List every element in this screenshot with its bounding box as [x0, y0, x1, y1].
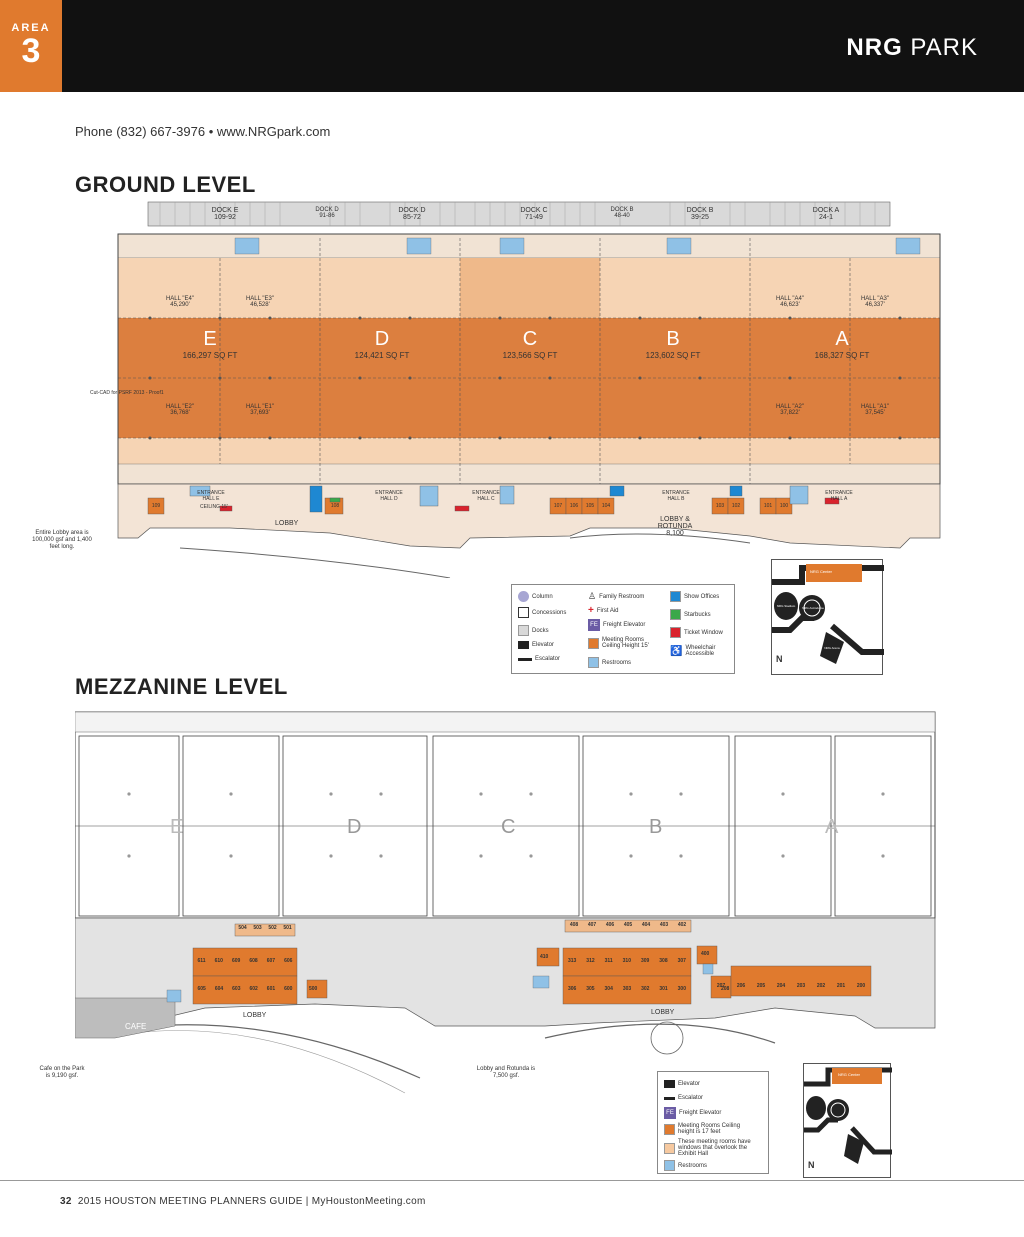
legend-wheelchair: ♿ Wheelchair Accessible: [670, 645, 716, 657]
entrance-a: ENTRANCE HALL A: [825, 490, 853, 502]
entrance-c: ENTRANCE HALL C: [472, 490, 500, 502]
lobby-rotunda-label: LOBBY & ROTUNDA 8,100: [657, 516, 693, 537]
family-restroom-icon: ♙: [588, 591, 597, 601]
mezzanine-level-title: MEZZANINE LEVEL: [75, 674, 288, 699]
minimap-drawing: [772, 560, 884, 676]
room-107: 107: [553, 503, 563, 509]
minimap-center-label: NRG Center: [810, 569, 833, 574]
north-arrow-2: N: [808, 1160, 815, 1170]
contact-line: Phone (832) 667-3976 • www.NRGpark.com: [75, 124, 331, 139]
dock-label-5: DOCK B 39-25: [686, 207, 714, 221]
room-106: 106: [569, 503, 579, 509]
meeting-rooms-swatch: [588, 638, 599, 649]
dock-label-6: DOCK A 24-1: [812, 207, 840, 221]
north-arrow: N: [776, 654, 783, 664]
hall-d: D 124,421 SQ FT: [354, 328, 410, 360]
legend-concessions: Concessions: [518, 607, 566, 618]
room-100: 100: [779, 503, 789, 509]
legend-column: Column: [518, 591, 553, 602]
sub-hall-e2: HALL "E2" 36,768': [165, 404, 195, 416]
room-101: 101: [763, 503, 773, 509]
hall-c: C 123,566 SQ FT: [502, 328, 558, 360]
room-410: 410: [540, 954, 549, 960]
room-105: 105: [585, 503, 595, 509]
legend-show-offices: Show Offices: [670, 591, 719, 602]
cut-note: Cut-CAD for PSRF 2013 - Proof1: [90, 390, 164, 396]
rooms-mid-top: 408 407 406 405 404 403 402: [569, 922, 687, 928]
entrance-b: ENTRANCE HALL B: [662, 490, 690, 502]
mezz-labels: [75, 708, 945, 1098]
legend-elevator: Elevator: [518, 641, 554, 649]
hall-e: E 166,297 SQ FT: [182, 328, 238, 360]
brand-title: [846, 34, 978, 62]
dock-label-1: DOCK D 91-86: [315, 207, 339, 219]
mezz-hall-d: D: [347, 816, 362, 838]
legend-ticket-window: Ticket Window: [670, 627, 723, 638]
wheelchair-icon: ♿: [670, 645, 683, 657]
room-208: 208: [721, 986, 730, 992]
sub-hall-e1: HALL "E1" 37,693': [245, 404, 275, 416]
ground-level-title: GROUND LEVEL: [75, 172, 256, 197]
freight-elevator-icon: FE: [588, 619, 600, 631]
sub-hall-e3: HALL "E3" 46,528': [245, 296, 275, 308]
sub-hall-a3: HALL "A3" 46,337': [860, 296, 890, 308]
mezz-hall-a: A: [825, 816, 839, 838]
minimap-stadium-label: NRG Stadium: [776, 604, 796, 608]
legend-escalator: Escalator: [518, 656, 560, 662]
mezz-legend-restrooms: Restrooms: [664, 1160, 707, 1171]
legend-freight-elevator: FE Freight Elevator: [588, 619, 645, 631]
entrance-e: ENTRANCE HALL E: [197, 490, 225, 502]
legend-meeting-rooms: Meeting Rooms Ceiling Height 15': [588, 637, 654, 649]
room-108: 108: [330, 503, 340, 509]
cafe-note: Cafe on the Park is 9,190 gsf.: [39, 1066, 85, 1079]
sub-hall-a4: HALL "A4" 46,623': [775, 296, 805, 308]
footer: [60, 1196, 426, 1207]
restroom-icon: [588, 657, 599, 668]
mezz-lobby-note: Lobby and Rotunda is 7,500 gsf.: [476, 1066, 536, 1079]
room-102: 102: [731, 503, 741, 509]
area-badge: [0, 0, 62, 92]
site-minimap-ground: [771, 559, 883, 675]
column-icon: [518, 591, 529, 602]
mezz-hall-b: B: [649, 816, 663, 838]
mezz-lobby-right: LOBBY: [651, 1009, 675, 1016]
escalator-icon: [664, 1097, 675, 1100]
concessions-icon: [518, 607, 529, 618]
lobby-area-note: Entire Lobby area is 100,000 gsf and 1,400 feet long.: [32, 530, 92, 550]
meeting-rooms-swatch: [664, 1124, 675, 1135]
mezz-cafe-label: CAFE: [125, 1022, 147, 1031]
mezz-legend: [657, 1071, 769, 1174]
rooms-right: 207 206 205 204 203 202 201 200: [716, 983, 866, 989]
mezz-legend-meeting: Meeting Rooms Ceiling height is 17 feet: [664, 1123, 758, 1135]
sub-hall-e4: HALL "E4" 45,290': [165, 296, 195, 308]
legend-docks: Docks: [518, 625, 549, 636]
rooms-left-top: 504 503 502 501: [238, 925, 292, 931]
escalator-icon: [518, 658, 532, 661]
restroom-icon: [664, 1160, 675, 1171]
rooms-left-row1: 611 610 609 608 607 606: [197, 958, 293, 964]
rooms-mid-row2: 306 305 304 303 302 301 300: [567, 986, 686, 992]
sub-hall-a1: HALL "A1" 37,545': [860, 404, 890, 416]
room-104: 104: [601, 503, 611, 509]
dock-label-0: DOCK E 109-92: [211, 207, 239, 221]
first-aid-icon: +: [588, 605, 594, 616]
room-500: 500: [309, 986, 318, 992]
footer-divider: [0, 1180, 1024, 1181]
area-number: 3: [21, 32, 41, 70]
sub-hall-a2: HALL "A2" 37,822': [775, 404, 805, 416]
mezz-legend-elevator: Elevator: [664, 1080, 700, 1088]
mezz-legend-escalator: Escalator: [664, 1095, 703, 1101]
minimap2-center-label: NRG Center: [838, 1072, 861, 1077]
ground-lobby-label: LOBBY: [275, 520, 299, 527]
show-office-swatch: [670, 591, 681, 602]
freight-elevator-icon: FE: [664, 1107, 676, 1119]
mezz-legend-freight: FE Freight Elevator: [664, 1107, 721, 1119]
room-109: 109: [151, 503, 161, 509]
legend-restrooms: Restrooms: [588, 657, 631, 668]
ground-labels: [30, 198, 945, 578]
legend-starbucks: Starbucks: [670, 609, 711, 620]
rooms-mid-row1: 313 312 311 310 309 308 307: [567, 958, 686, 964]
mezz-hall-e: E: [170, 816, 184, 838]
footer-text: 2015 HOUSTON MEETING PLANNERS GUIDE | MyHoustonMeeting.com: [77, 1196, 426, 1207]
minimap-astrodome-label: NRG Astrodome: [802, 606, 824, 610]
entrance-d: ENTRANCE HALL D: [375, 490, 403, 502]
area-label: AREA: [11, 22, 51, 34]
overlook-rooms-swatch: [664, 1143, 675, 1154]
docks-swatch: [518, 625, 529, 636]
dock-label-4: DOCK B 48-40: [610, 207, 634, 219]
mezz-hall-c: C: [501, 816, 516, 838]
brand-light: PARK: [910, 34, 978, 61]
mezz-legend-overlook: These meeting rooms have windows that overlook the Exhibit Hall: [664, 1139, 760, 1157]
hall-b: B 123,602 SQ FT: [645, 328, 701, 360]
minimap-arena-label: NRG Arena: [824, 646, 840, 650]
elevator-icon: [664, 1080, 675, 1088]
rooms-left-row2: 605 604 603 602 601 600: [197, 986, 293, 992]
brand-bold: NRG: [846, 34, 903, 61]
page-number: 32: [60, 1196, 72, 1207]
elevator-icon: [518, 641, 529, 649]
legend-first-aid: + First Aid: [588, 605, 619, 616]
room-400: 400: [701, 951, 710, 957]
hall-a: A 168,327 SQ FT: [814, 328, 870, 360]
legend-family-restroom: ♙ Family Restroom: [588, 591, 645, 601]
ground-legend: [511, 584, 735, 674]
mezz-lobby-left: LOBBY: [243, 1012, 267, 1019]
dock-label-3: DOCK C 71-49: [520, 207, 548, 221]
room-103: 103: [715, 503, 725, 509]
ticket-window-swatch: [670, 627, 681, 638]
dock-label-2: DOCK D 85-72: [398, 207, 426, 221]
starbucks-swatch: [670, 609, 681, 620]
minimap-drawing-2: [804, 1064, 892, 1179]
site-minimap-mezzanine: [803, 1063, 891, 1178]
ceiling-15-label: CEILING 15': [200, 504, 228, 510]
